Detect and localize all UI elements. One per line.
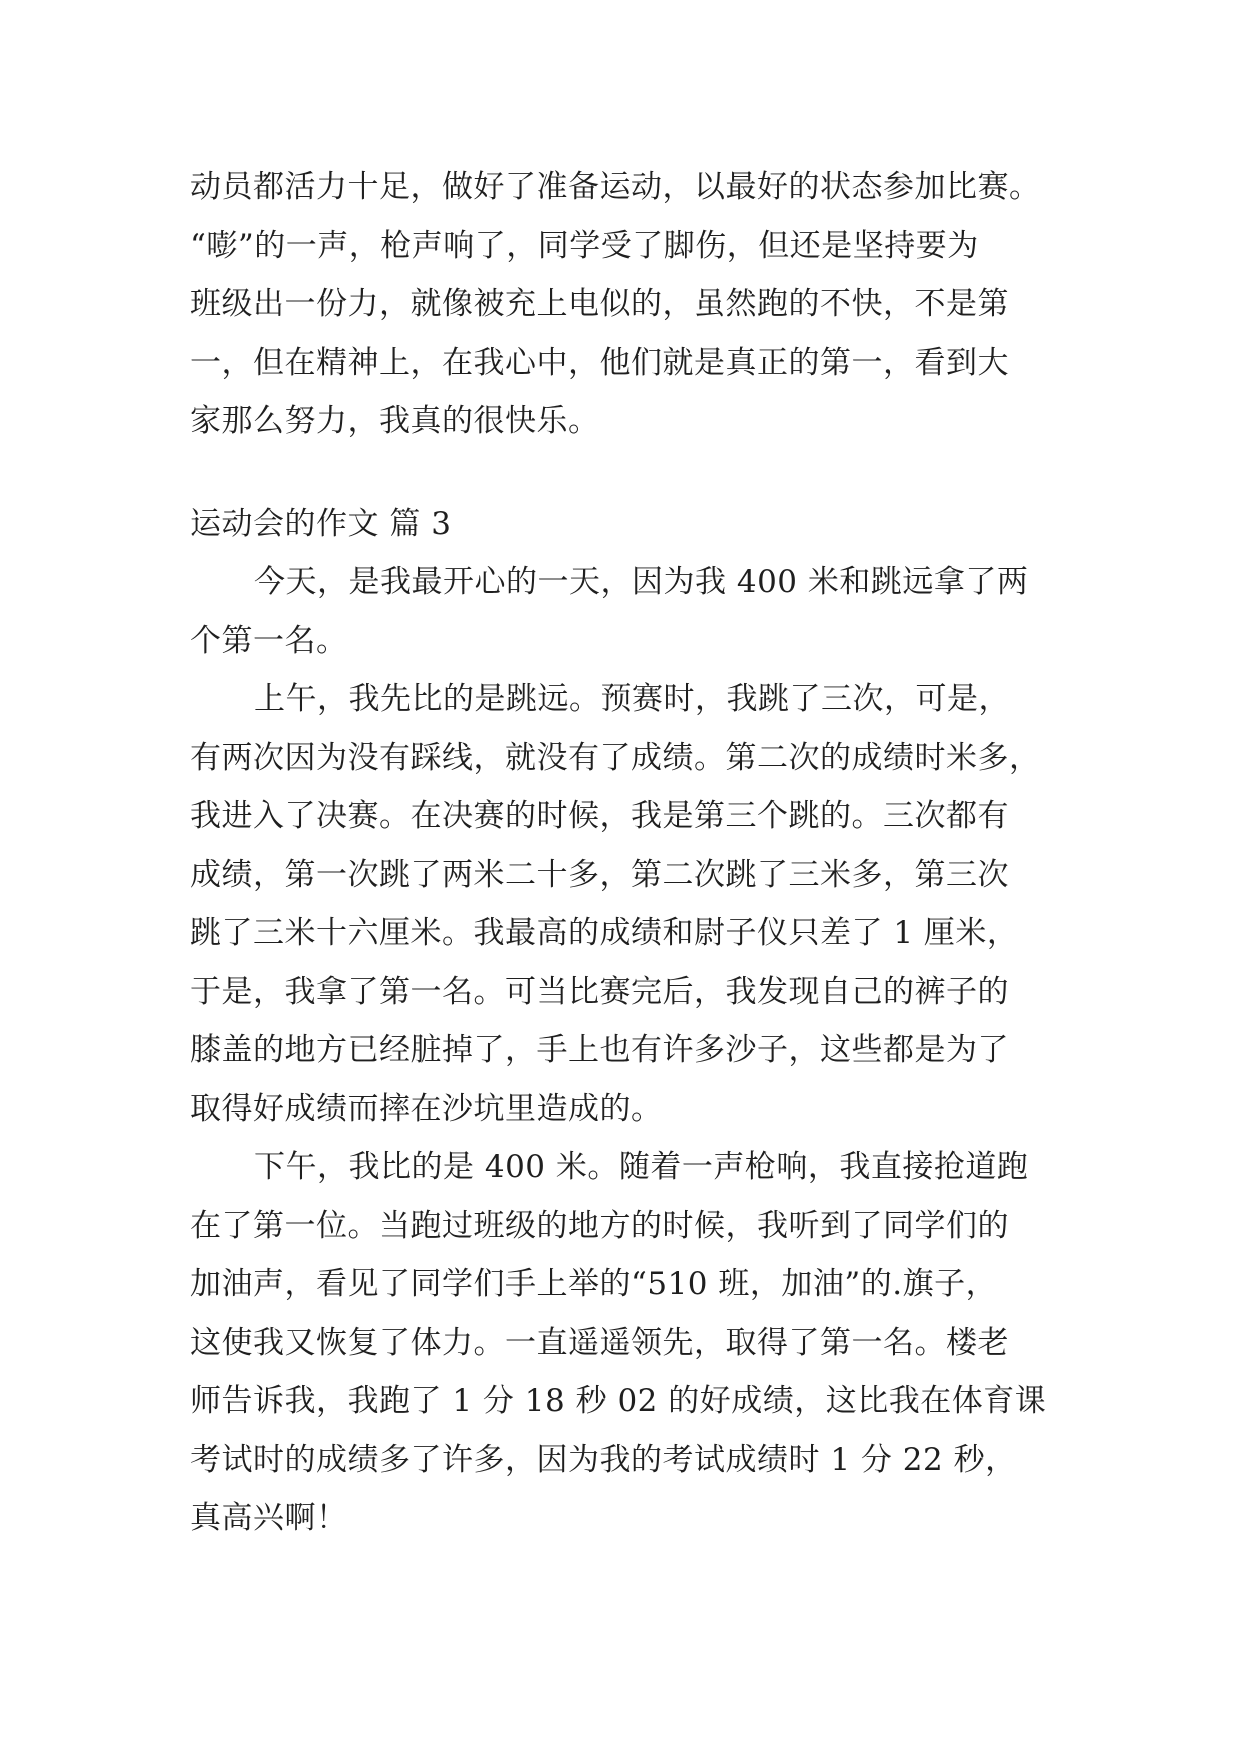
text-line: 个第一名。 [190, 622, 348, 659]
text-line: 我进入了决赛。在决赛的时候，我是第三个跳的。三次都有 [190, 798, 1009, 834]
text-line: “嘭”的一声，枪声响了，同学受了脚伤，但还是坚持要为 [190, 227, 979, 264]
text-line: 考试时的成绩多了许多，因为我的考试成绩时 1 分 22 秒， [190, 1441, 1017, 1478]
paragraph-2 [190, 670, 1055, 1138]
text-line: 加油声，看见了同学们手上举的“510 班，加油”的.旗子， [190, 1266, 998, 1302]
text-line: 今天，是我最开心的一天，因为我 400 米和跳远拿了两 [254, 564, 1029, 600]
text-line: 成绩，第一次跳了两米二十多，第二次跳了三米多，第三次 [190, 856, 1009, 893]
paragraph-3 [190, 1138, 1055, 1548]
text-line: 跳了三米十六厘米。我最高的成绩和尉子仪只差了 1 厘米， [190, 915, 1019, 951]
text-line: 取得好成绩而摔在沙坑里造成的。 [190, 1090, 663, 1127]
document-body [190, 158, 1055, 1548]
text-line: 上午，我先比的是跳远。预赛时，我跳了三次，可是， [254, 681, 1010, 717]
text-line: 下午，我比的是 400 米。随着一声枪响，我直接抢道跑 [254, 1149, 1029, 1185]
text-line: 动员都活力十足，做好了准备运动，以最好的状态参加比赛。 [190, 169, 1041, 205]
paragraph-1 [190, 553, 1055, 670]
text-line: 有两次因为没有踩线，就没有了成绩。第二次的成绩时米多， [190, 739, 1041, 776]
text-line: 于是，我拿了第一名。可当比赛完后，我发现自己的裤子的 [190, 973, 1009, 1010]
text-line: 这使我又恢复了体力。一直遥遥领先，取得了第一名。楼老 [190, 1324, 1009, 1361]
text-line: 在了第一位。当跑过班级的地方的时候，我听到了同学们的 [190, 1207, 1009, 1244]
text-line: 一，但在精神上，在我心中，他们就是真正的第一，看到大 [190, 344, 1009, 381]
section-title: 运动会的作文 篇 3 [190, 505, 452, 542]
text-line: 膝盖的地方已经脏掉了，手上也有许多沙子，这些都是为了 [190, 1032, 1009, 1068]
intro-paragraph [190, 158, 1055, 451]
text-line: 家那么努力，我真的很快乐。 [190, 403, 600, 439]
text-line: 真高兴啊！ [190, 1500, 348, 1536]
text-line: 班级出一份力，就像被充上电似的，虽然跑的不快，不是第 [190, 286, 1009, 322]
text-line: 师告诉我，我跑了 1 分 18 秒 02 的好成绩，这比我在体育课 [190, 1383, 1047, 1419]
